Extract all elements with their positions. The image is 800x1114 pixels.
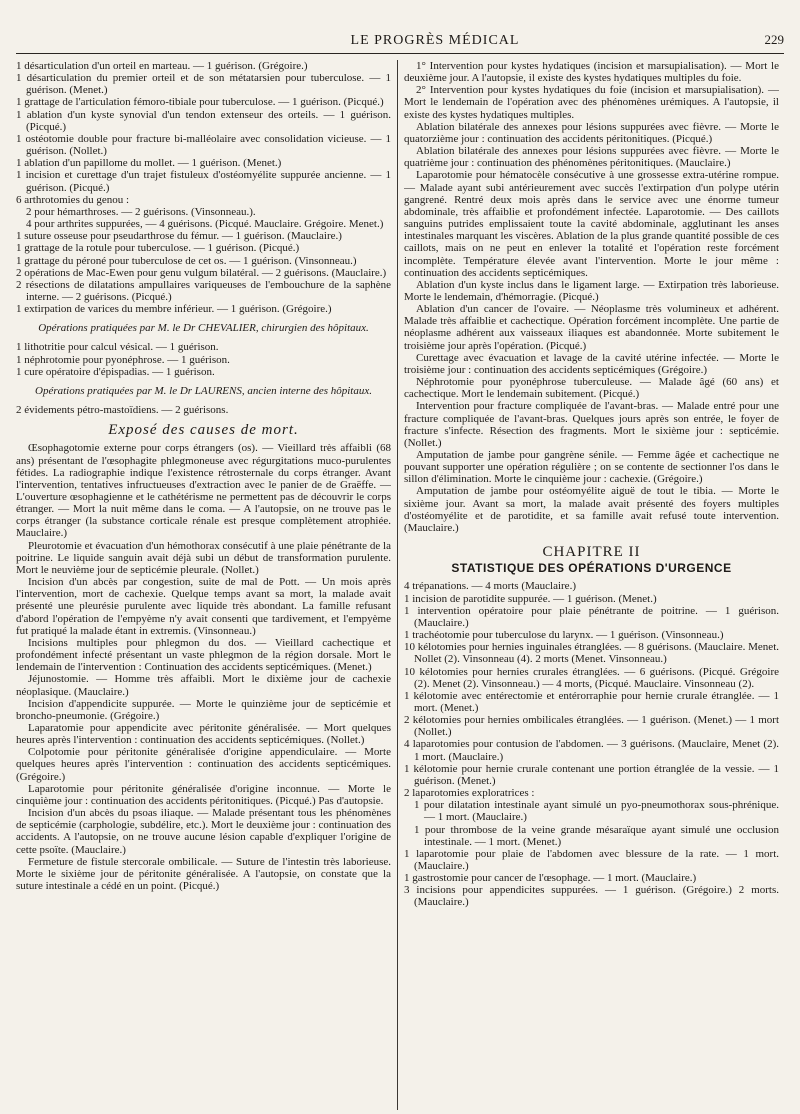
chapter-heading: CHAPITRE II (542, 544, 641, 561)
list-item: 2 kélotomies pour hernies ombilicales étranglées. — 1 guérison. (Menet.) — 1 mort (Nollet.) (404, 714, 779, 739)
list-item: 1 ostéotomie double pour fracture bi-malléolaire avec consolidation vicieuse. — 1 guérison. (Nollet.) (16, 132, 391, 158)
list-item: 2 opérations de Mac-Ewen pour genu vulgum bilatéral. — 2 guérisons. (Mauclaire.) (16, 266, 387, 279)
paragraph: 1° Intervention pour kystes hydatiques (incision et marsupialisation). — Mort le deuxième jour. A l'autopsie, il existe des kystes hydatiques multiples du foie. (404, 60, 779, 85)
paragraph: Laparatomie pour appendicite avec péritonite généralisée. — Mort quelques heures après l'intervention : continuation des accidents septicémiques. (Nollet.) (16, 721, 391, 747)
journal-title: LE PROGRÈS MÉDICAL (350, 33, 520, 48)
spacer (16, 315, 391, 320)
sub-list-item: 1 pour dilatation intestinale ayant simulé un pyo-pneumothorax sous-phrénique. — 1 mort. (Mauclaire.) (414, 799, 779, 824)
statistics-heading: STATISTIQUE DES OPÉRATIONS D'URGENCE (451, 561, 732, 576)
list-item: 1 laparotomie pour plaie de l'abdomen avec blessure de la rate. — 1 mort. (Mauclaire.) (404, 847, 779, 872)
list-item: 4 laparotomies pour contusion de l'abdomen. — 3 guérisons. (Mauclaire, Menet (2). 1 mort. (Mauclaire.) (404, 738, 779, 763)
list-item: 10 kélotomies pour hernies inguinales étranglées. — 8 guérisons. (Mauclaire. Menet. Nollet (2). Vinsonneau (4). 2 morts (Menet. Vinsonneau.) (404, 641, 779, 666)
paragraph: Fermeture de fistule stercorale ombilicale. — Suture de l'intestin très laborieuse. Morte le sixième jour de péritonite généralisée. A l'autopsie, on constate que la suture intestinale a cédé en un point. (Picqué.) (16, 855, 391, 892)
paragraph: Jéjunostomie. — Homme très affaibli. Mort le dixième jour de cachexie néoplasique. (Mauclaire.) (16, 673, 391, 698)
list-item: 1 cure opératoire d'épispadias. — 1 guérison. (16, 365, 215, 378)
paragraph: Incision d'un abcès du psoas iliaque. — Malade présentant tous les phénomènes de septicémie (carphologie, subdélire, etc.). Mort le deuxième jour : continuation des accidents. A l'autopsie, on ne trouve aucune lésion capable d'expliquer l'origine de cette psoïte. (Mauclaire.) (16, 807, 391, 856)
list-item: 1 intervention opératoire pour plaie pénétrante de poitrine. — 1 guérison. (Mauclaire.) (404, 604, 779, 629)
paragraph: Amputation de jambe pour gangrène sénile. — Femme âgée et cachectique ne pouvant supporter une opération régulière ; on se contente de sectionner l'os dans le sillon d'élimination. Morte le cinquième jour : cachexie. (Grégoire.) (404, 449, 779, 486)
list-item: 1 trachéotomie pour tuberculose du larynx. — 1 guérison. (Vinsonneau.) (404, 629, 724, 642)
list-item: 1 ablation d'un kyste synovial d'un tendon extenseur des orteils. — 1 guérison. (Picqué.) (16, 108, 391, 133)
paragraph: 2° Intervention pour kystes hydatiques du foie (incision et marsupialisation). — Mort le lendemain de l'opération avec des phénomènes urémiques. A l'autopsie, il existe des kystes hydatiques multiples. (404, 84, 779, 121)
page-number: 229 (764, 32, 784, 47)
list-item: 1 lithotritie pour calcul vésical. — 1 guérison. (16, 341, 219, 354)
spacer (16, 378, 391, 383)
list-item: 1 grattage de l'articulation fémoro-tibiale pour tuberculose. — 1 guérison. (Picqué.) (16, 96, 384, 109)
sub-list-item: 1 pour thrombose de la veine grande mésaraïque ayant simulé une occlusion intestinale. — 1 mort. (Menet.) (414, 823, 779, 848)
paragraph: Néphrotomie pour pyonéphrose tuberculeuse. — Malade âgé (60 ans) et cachectique. Mort le lendemain subitement. (Picqué.) (404, 376, 779, 401)
left-column (16, 60, 391, 1110)
right-column (404, 60, 779, 1110)
operator-heading: Opérations pratiquées par M. le Dr CHEVALIER, chirurgien des hôpitaux. (38, 322, 369, 335)
paragraph: Curettage avec évacuation et lavage de la cavité utérine infectée. — Morte le troisième jour : continuation des accidents septicémiques (Grégoire.) (404, 351, 779, 376)
paragraph: Laparotomie pour péritonite généralisée d'origine inconnue. — Morte le cinquième jour : continuation des accidents péritonitiques. (Picqué.) Pas d'autopsie. (16, 782, 391, 807)
list-item: 2 laparotomies exploratrices : (404, 787, 535, 800)
running-header (16, 32, 784, 50)
section-heading: Exposé des causes de mort. (108, 422, 299, 439)
paragraph: Incision d'un abcès par congestion, suite de mal de Pott. — Un mois après l'intervention, mort de cachexie. Quelque temps avant sa mort, la malade avait présenté une pleurésie purulente avec liquide très abondant. La famille refusant d'abord l'opération de l'empyème n'y avait consenti que tardivement, et l'empyème fut pratiqué la malade étant in extremis. (Vinsonneau.) (16, 576, 391, 637)
list-item: 10 kélotomies pour hernies crurales étranglées. — 6 guérisons. (Picqué. Grégoire (2). Menet (2). Vinsonneau.) — 4 morts, (Picqué. Mauclaire. Vinsonneau (2). (404, 665, 779, 690)
paragraph: Laparotomie pour hématocèle consécutive à une grossesse extra-utérine rompue. — Malade ayant subi antérieurement avec succès l'extirpation d'un polype utérin gangrené. Rentré deux mois après dans le service avec une énorme tumeur abdominale, très affaiblie et profondément infectée. Laparotomie. — Des caillots sanguins putrides emplissaient toute la cavité abdominale, agglutinant les anses intestinales marquant les viscères. Ablation de la plus grande quantité possible de ces caillots, mais on ne peut en enlever la totalité et l'opération reste forcément incomplète. Température élevée avant l'intervention. Morte le jour même : continuation des accidents septicémiques. (404, 169, 779, 279)
paragraph: Colpotomie pour péritonite généralisée d'origine appendiculaire. — Morte quelques heures après l'intervention : continuation des accidents septicémiques. (Grégoire.) (16, 746, 391, 783)
list-item: 1 incision de parotidite suppurée. — 1 guérison. (Menet.) (404, 592, 657, 605)
list-item: 1 gastrostomie pour cancer de l'œsophage. — 1 mort. (Mauclaire.) (404, 872, 697, 885)
column-divider (397, 60, 398, 1110)
list-item: 1 grattage de la rotule pour tuberculose. — 1 guérison. (Picqué.) (16, 242, 300, 255)
paragraph: Intervention pour fracture compliquée de l'avant-bras. — Malade entré pour une fracture compliquée de l'avant-bras. Quelques jours après son entrée, le foyer de fracture s'infecte. Résection des fragments. Mort le sixième jour : septicémie. (Nollet.) (404, 400, 779, 449)
list-item: 1 désarticulation d'un orteil en marteau. — 1 guérison. (Grégoire.) (16, 60, 308, 72)
list-item: 1 incision et curettage d'un trajet fistuleux d'ostéomyélite suppurée ancienne. — 1 guérison. (Picqué.) (16, 169, 391, 194)
list-item: 1 désarticulation du premier orteil et de son métatarsien pour tuberculose. — 1 guérison. (Menet.) (16, 72, 391, 97)
paragraph: Incision d'appendicite suppurée. — Morte le quinzième jour de septicémie et broncho-pneumonie. (Grégoire.) (16, 697, 391, 722)
paragraph: Pleurotomie et évacuation d'un hémothorax consécutif à une plaie pénétrante de la poitrine. Le liquide sanguin avait déjà subi un début de transformation purulente. Mort le neuvième jour de septicémie pleurale. (Nollet.) (16, 539, 391, 576)
sub-list-item: 2 pour hémarthroses. — 2 guérisons. (Vinsonneau.). (26, 205, 256, 218)
list-item: 1 suture osseuse pour pseudarthrose du fémur. — 1 guérison. (Mauclaire.) (16, 230, 342, 243)
header-rule (16, 53, 784, 54)
paragraph: Ablation d'un kyste inclus dans le ligament large. — Extirpation très laborieuse. Morte le lendemain, d'hémorragie. (Picqué.) (404, 278, 779, 303)
list-item: 1 kélotomie pour hernie crurale contenant une portion étranglée de la vessie. — 1 guérison. (Menet.) (404, 762, 779, 787)
paragraph: Œsophagotomie externe pour corps étrangers (os). — Vieillard très affaibli (68 ans) présentant de l'œsophagite phlegmoneuse avec régurgitations muco-purulentes fétides. La radiographie indique l'existence rétrosternale du corps étranger. Avant l'intervention, tentatives infructueuses d'extraction avec le panier de de Graëffe. — L'ouverture œsophagienne et le cathétérisme ne permettent pas de découvrir le corps étranger. — Mort la nuit même dans le coma. — A l'autopsie, on ne trouve pas le corps étranger (la substance corticale rénale est presque complètement atrophiée. Mauclaire.) (16, 442, 391, 540)
paragraph: Incisions multiples pour phlegmon du dos. — Vieillard cachectique et profondément infecté présentant un vaste phlegmon de la région dorsale. Mort le lendemain de l'intervention : Continuation des accidents septicémiques. (Menet.) (16, 636, 391, 674)
list-item: 2 évidements pétro-mastoïdiens. — 2 guérisons. (16, 404, 229, 417)
list-item: 1 ablation d'un papillome du mollet. — 1 guérison. (Menet.) (16, 157, 282, 170)
paragraph: Ablation bilatérale des annexes pour lésions suppurées avec fièvre. — Morte le quatrième jour : continuation des phénomènes péritonitiques. (Mauclaire.) (404, 145, 779, 170)
list-item: 1 grattage du péroné pour tuberculose de cet os. — 1 guérison. (Vinsonneau.) (16, 254, 357, 267)
list-item: 6 arthrotomies du genou : (16, 193, 130, 206)
list-item: 1 néphrotomie pour pyonéphrose. — 1 guérison. (16, 353, 230, 366)
list-item: 2 résections de dilatations ampullaires variqueuses de l'embouchure de la saphène interne. — 2 guérisons. (Picqué.) (16, 278, 391, 303)
paragraph: Ablation d'un cancer de l'ovaire. — Néoplasme très volumineux et adhérent. Malade très affaiblie et cachectique. Opération forcément incomplète. Une partie de néoplasme adhérent aux vaisseaux iliaques est abandonnée. Morte subitement le troisième jour après l'opération. (Picqué.) (404, 303, 779, 352)
paragraph: Amputation de jambe pour ostéomyélite aiguë de tout le tibia. — Morte le sixième jour. Avant sa mort, la malade avait présenté des foyers multiples d'ostéomyélite et de parotidite, et sa famille avait refusé toute intervention. (Mauclaire.) (404, 485, 779, 534)
list-item: 1 extirpation de varices du membre inférieur. — 1 guérison. (Grégoire.) (16, 303, 332, 316)
operator-heading: Opérations pratiquées par M. le Dr LAURENS, ancien interne des hôpitaux. (35, 384, 372, 397)
list-item: 4 trépanations. — 4 morts (Mauclaire.) (404, 580, 576, 593)
list-item: 3 incisions pour appendicites suppurées. — 1 guérison. (Grégoire.) 2 morts. (Mauclaire.) (404, 884, 779, 909)
sub-list-item: 4 pour arthrites suppurées, — 4 guérisons. (Picqué. Mauclaire. Grégoire. Menet.) (26, 218, 384, 231)
paragraph: Ablation bilatérale des annexes pour lésions suppurées avec fièvre. — Morte le quatorzième jour : continuation des accidents péritonitiques. (Picqué.) (404, 120, 779, 145)
list-item: 1 kélotomie avec entérectomie et entérorraphie pour hernie crurale étranglée. — 1 mort. (Menet.) (404, 689, 779, 714)
